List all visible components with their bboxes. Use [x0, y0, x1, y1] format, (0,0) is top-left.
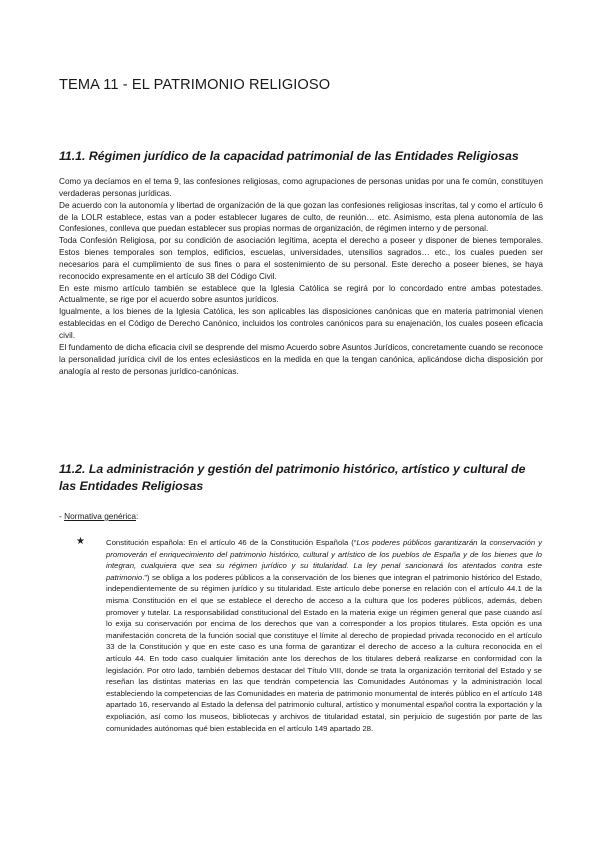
- normativa-subheading: [59, 511, 138, 522]
- bullet-intro: Constitución española: En el artículo 46 de la Constitución Española (“: [106, 538, 357, 547]
- paragraph: En este mismo artículo también se establece que la Iglesia Católica se regirá por lo concordado entre ambas potestades. Actualmente, se rige por el acuerdo sobre asuntos jurídicos.: [59, 283, 543, 305]
- bullet-rest: .”) se obliga a los poderes públicos a la conservación de los bienes que integran el patrimonio histórico del Estado, independientemente de su régimen jurídico y su titularidad. Este artículo debe ponerse en relación con el artículo 44.1 de la misma Constitución en el que se establece el derecho de acceso a la cultura que los poderes públicos, además, deben promover y tutelar. La responsabilidad constitucional del Estado en la materia exige un régimen general que pase cuando así lo exija su conservación por encima de los derechos que van a corresponder a los propios titulares. Esta opción es una manifestación concreta de la función social que constituye el límite al derecho de propiedad privada reconocido en el artículo 33 de la Constitución y que en este caso es una forma de garantizar el derecho de acceso a la cultura reconocida en el artículo 44. En todo caso cualquier limitación ante los derechos de los titulares deberá realizarse en conformidad con la legislación. Por otro lado, también debemos destacar del Título VIII, donde se trata la organización territorial del Estado y se reseñan las distintas materias en las que tendrán competencia las Comunidades Autónomas y la administración local estableciendo la competencias de las Comunidades en materia de patrimonio monumental de interés público en el artículo 148 apartado 16, reservando al Estado la defensa del patrimonio cultural, artístico y monumental español contra la exportación y la expoliación, así como los museos, bibliotecas y archivos de titularidad estatal, sin perjuicio de sugestión por parte de las comunidades autónomas qué bien establecida en el artículo 149 apartado 28.: [106, 572, 542, 733]
- document-title: TEMA 11 - EL PATRIMONIO RELIGIOSO: [59, 77, 331, 93]
- bullet-text: [106, 537, 542, 734]
- paragraph: Como ya decíamos en el tema 9, las confesiones religiosas, como agrupaciones de personas unidas por una fe común, constituyen verdaderas personas jurídicas.: [59, 177, 543, 198]
- subheading-prefix: -: [59, 511, 65, 521]
- paragraph: El fundamento de dicha eficacia civil se desprende del mismo Acuerdo sobre Asuntos Jurídicos, concretamente cuando se reconoce la personalidad jurídica civil de los entes eclesiásticos en la medida en que la tengan canónica, aplicándose dicha disposición por analogía al resto de personas jurídico-canónicas.: [59, 342, 543, 376]
- section-2-heading: 11.2. La administración y gestión del patrimonio histórico, artístico y cultural de las Entidades Religiosas: [59, 462, 526, 493]
- paragraph: Igualmente, a los bienes de la Iglesia Católica, les son aplicables las disposiciones canónicas que en materia patrimonial vienen establecidas en el Código de Derecho Canónico, incluidos los controles canónicos para su enajenación, los cuales poseen eficacia civil.: [59, 307, 543, 340]
- section-1-heading: 11.1. Régimen jurídico de la capacidad patrimonial de las Entidades Religiosas: [59, 149, 519, 163]
- star-bullet-icon: ★: [76, 536, 85, 547]
- paragraph: Toda Confesión Religiosa, por su condición de asociación legítima, acepta el derecho a poseer y disponer de bienes temporales. Estos bienes temporales son templos, edificios, escuelas, universidades, utensilios sagrados… etc., los cuales pueden ser necesarios para el cumplimiento de sus fines o para el sostenimiento de su personal. Este derecho a poseer bienes, se haya reconocido expresamente en el artículo 38 del Código Civil.: [59, 236, 543, 281]
- section-1-body: [59, 176, 543, 377]
- subheading-text: Normativa genérica: [64, 511, 137, 521]
- subheading-suffix: :: [136, 511, 139, 521]
- bullet-quote: Los poderes públicos garantizarán la conservación y promoverán el enriquecimiento del patrimonio histórico, cultural y artístico de los pueblos de España y de los bienes que lo integran, cualquiera que sea su régimen jurídico y su titularidad. La ley penal sancionará los atentados contra este patrimonio: [106, 538, 542, 582]
- paragraph: De acuerdo con la autonomía y libertad de organización de la que gozan las confesiones religiosas inscritas, tal y como el artículo 6 de la LOLR establece, estas van a poder establecer lugares de culto, de reunión… etc. Asimismo, esta plena autonomía de las Confesiones, conlleva que puedan establecer sus propias normas de organización, de régimen interno y de personal.: [59, 200, 543, 234]
